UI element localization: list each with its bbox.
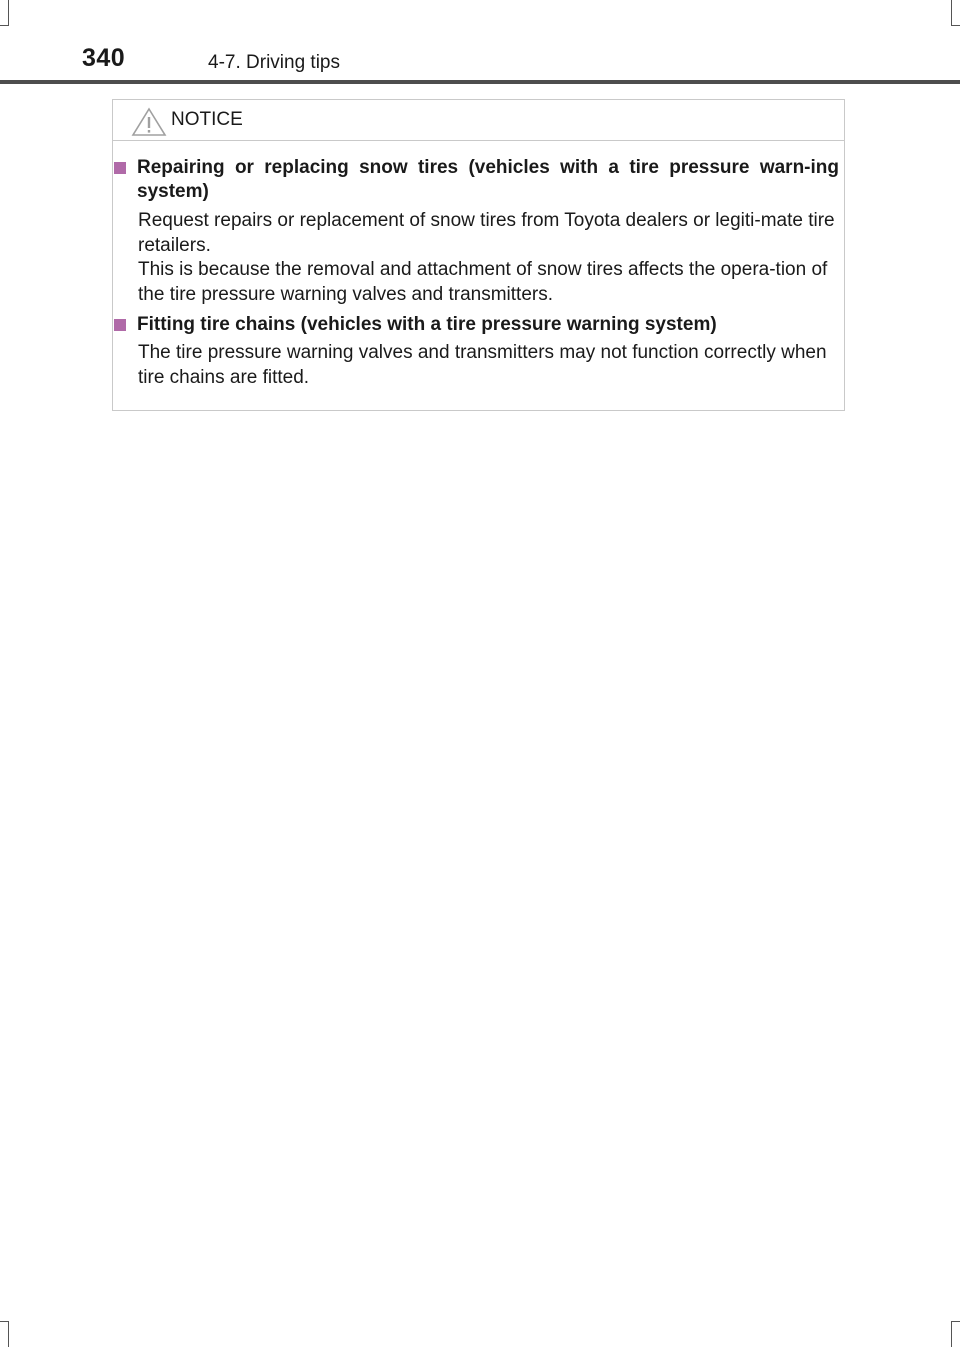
notice-header	[113, 100, 844, 141]
notice-box	[112, 99, 845, 411]
page-number: 340	[82, 44, 126, 72]
crop-mark	[8, 1321, 9, 1347]
body-paragraph: The tire pressure warning valves and transmitters may not function correctly when tire chains are fitted.	[138, 342, 827, 388]
crop-mark	[0, 1321, 9, 1322]
square-bullet-icon	[114, 162, 126, 174]
warning-triangle-icon	[131, 107, 167, 137]
crop-mark	[0, 25, 9, 26]
crop-mark	[8, 0, 9, 26]
notice-item-body	[138, 209, 838, 307]
notice-item-body	[138, 341, 838, 390]
header-rule	[0, 80, 960, 84]
notice-label: NOTICE	[171, 109, 243, 130]
body-paragraph: This is because the removal and attachment of snow tires affects the opera-tion of the tire pressure warning valves and transmitters.	[138, 259, 828, 305]
crop-mark	[951, 0, 952, 26]
section-title: 4-7. Driving tips	[208, 52, 340, 73]
crop-mark	[951, 1321, 960, 1322]
body-paragraph: Request repairs or replacement of snow tires from Toyota dealers or legiti-mate tire retailers.	[138, 210, 835, 256]
notice-item-title: Fitting tire chains (vehicles with a tire pressure warning system)	[137, 313, 839, 337]
crop-mark	[951, 25, 960, 26]
notice-item-title: Repairing or replacing snow tires (vehicles with a tire pressure warn-ing system)	[137, 156, 839, 204]
square-bullet-icon	[114, 319, 126, 331]
crop-mark	[951, 1321, 952, 1347]
